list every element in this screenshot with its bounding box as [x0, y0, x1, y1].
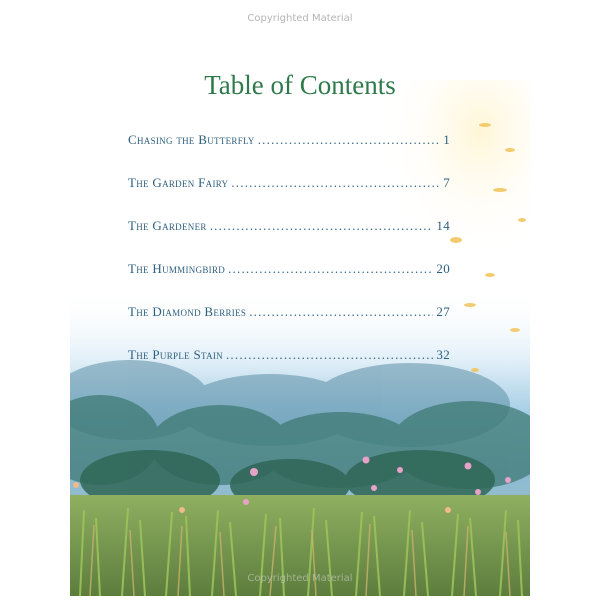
page-title: Table of Contents	[204, 70, 396, 100]
toc-entry	[128, 132, 450, 154]
toc-leader-dots	[258, 132, 440, 148]
toc-leader-dots	[210, 218, 434, 234]
toc-entry	[128, 175, 450, 197]
toc-entry-page: 27	[436, 304, 450, 319]
toc-leader-dots	[226, 347, 433, 363]
toc-entry-title: Chasing the Butterfly	[128, 132, 255, 147]
toc-entry-page: 32	[436, 347, 450, 362]
toc-entry-page: 7	[443, 175, 450, 190]
toc-entry-title: The Hummingbird	[128, 261, 226, 276]
toc-entry-page: 1	[443, 132, 450, 147]
table-of-contents	[128, 132, 450, 390]
toc-entry-title: The Gardener	[128, 218, 207, 233]
toc-entry	[128, 347, 450, 369]
toc-entry	[128, 261, 450, 283]
toc-entry	[128, 218, 450, 240]
toc-entry-title: The Garden Fairy	[128, 175, 229, 190]
book-page	[70, 40, 530, 596]
toc-leader-dots	[228, 261, 433, 277]
toc-entry	[128, 304, 450, 326]
toc-entry-title: The Purple Stain	[128, 347, 223, 362]
copyright-watermark: Copyrighted Material	[247, 13, 353, 24]
toc-entry-title: The Diamond Berries	[128, 304, 247, 319]
copyright-watermark-bottom: Copyrighted Material	[247, 573, 353, 584]
toc-entry-page: 14	[436, 218, 450, 233]
toc-leader-dots	[249, 304, 433, 320]
toc-leader-dots	[231, 175, 440, 191]
toc-entry-page: 20	[436, 261, 450, 276]
